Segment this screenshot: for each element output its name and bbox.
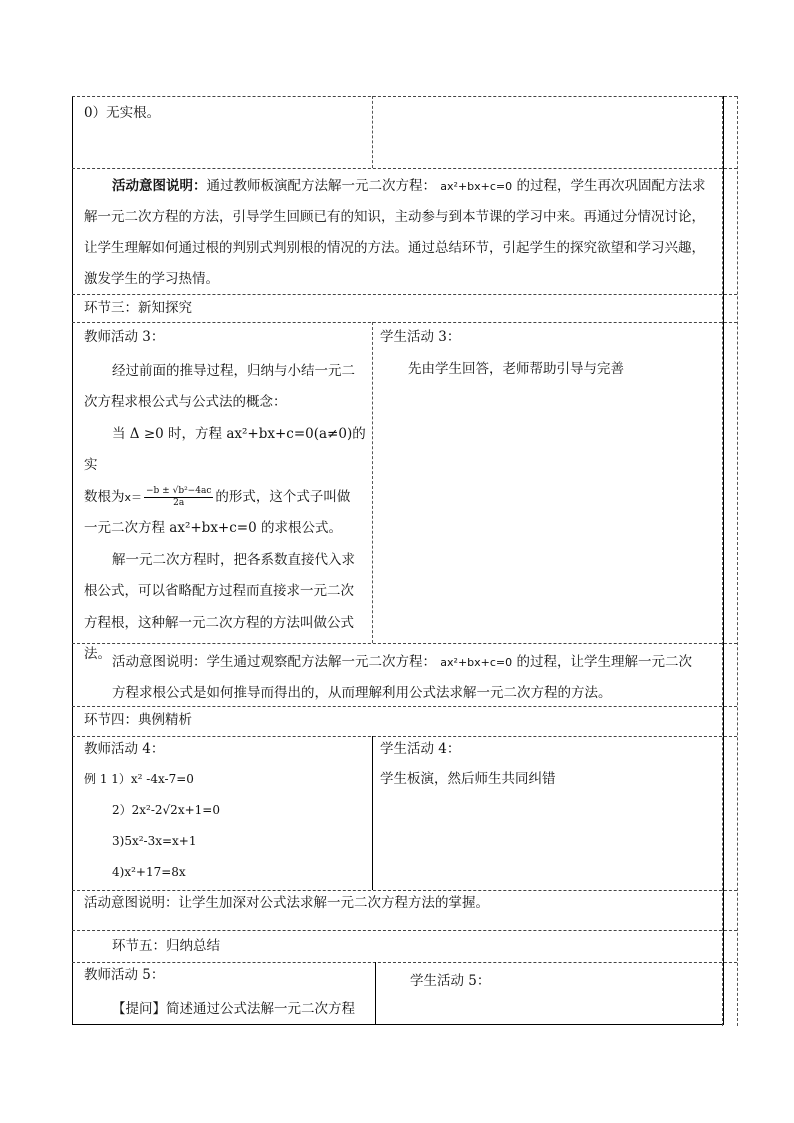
section5-title-text: 环节五：归纳总结 (112, 938, 220, 954)
column-divider (372, 96, 373, 168)
formula-line (84, 482, 366, 514)
teacher-activity-5-text: 【提问】简述通过公式法解一元二次方程 (112, 1001, 355, 1017)
teacher-activity-3-p2a: 当 Δ ≥0 时，方程 ax²+bx+c=0(a≠0)的实 (84, 425, 366, 473)
intent4-text: 活动意图说明：让学生加深对公式法求解一元二次方程方法的掌握。 (84, 895, 489, 911)
teacher-activity-3-heading: 教师活动 3： (84, 329, 165, 345)
student-activity-3-cell (380, 322, 710, 384)
intent3-equation: ax²+bx+c=0 (440, 656, 513, 669)
row-rule (72, 96, 737, 97)
student-activity-5-cell (382, 966, 712, 996)
student-activity-3-heading: 学生活动 3： (380, 329, 461, 345)
example-2: 2）2x²-2√2x+1=0 (112, 803, 220, 817)
root-formula (144, 486, 213, 509)
column-divider (375, 962, 376, 1024)
no-real-root-text: 0）无实根。 (84, 105, 161, 121)
teacher-activity-3-cell (84, 322, 366, 671)
formula-lead: 数根为 (84, 488, 125, 505)
teacher-activity-3-p3: 解一元二次方程时，把各系数直接代入求根公式，可以省略配方过程而直接求一元二次方程根，这种解一元二次方程的方法叫做公式法。 (84, 551, 355, 662)
student-activity-5-heading: 学生活动 5： (410, 973, 491, 989)
column-divider (372, 736, 373, 890)
column-divider (372, 322, 373, 643)
section5-title (84, 931, 220, 961)
teacher-activity-5-cell (84, 960, 370, 1024)
intent-paragraph-3 (84, 647, 712, 708)
intent-equation: ax²+bx+c=0 (440, 180, 513, 193)
formula-tail: 的形式，这个式子叫做 (215, 488, 351, 505)
intent3-text-a: 活动意图说明：学生通过观察配方法解一元二次方程： (112, 654, 436, 670)
formula-numerator: −b ± √b²−4ac (146, 485, 212, 496)
right-margin-line (737, 96, 738, 1026)
intent-paragraph-2 (84, 171, 712, 295)
formula-x: x＝ (124, 490, 143, 504)
example-3: 3)5x²-3x=x+1 (112, 834, 197, 848)
student-activity-4-heading: 学生活动 4： (380, 741, 461, 757)
teacher-activity-5-heading: 教师活动 5： (84, 967, 165, 983)
intent3-text-c: 方程求根公式是如何推导而得出的，从而理解利用公式法求解一元二次方程的方法。 (112, 685, 612, 701)
student-activity-4-text: 学生板演，然后师生共同纠错 (380, 771, 556, 787)
section3-title-text: 环节三：新知探究 (84, 300, 192, 316)
intent-lead: 活动意图说明： (112, 178, 207, 194)
intent-text-a: 通过教师板演配方法解一元二次方程： (206, 178, 436, 194)
section4-title-text: 环节四：典例精析 (84, 712, 192, 728)
teacher-activity-3-p2c: 一元二次方程 ax²+bx+c=0 的求根公式。 (84, 520, 342, 536)
example-4: 4)x²+17=8x (112, 865, 186, 879)
intent3-text-b: 的过程，让学生理解一元二次 (516, 654, 692, 670)
formula-denominator: 2a (173, 497, 185, 508)
row1-left-cell (84, 98, 364, 128)
table-right-dash (722, 96, 723, 1026)
teacher-activity-3-p1: 经过前面的推导过程，归纳与小结一元二次方程求根公式与公式法的概念： (84, 362, 355, 410)
section4-title (84, 705, 192, 735)
student-activity-3-text: 先由学生回答，老师帮助引导与完善 (408, 361, 624, 377)
intent-text-b: 的过程，学生再次巩固配方法求解一元二次方程的方法，引导学生回顾已有的知识，主动参与到本节课的学习中来。再通过分情况讨论，让学生理解如何通过根的判别式判别根的情况的方法。通过总结环节，引起学生的探究欲望和学习兴趣，激发学生的学习热情。 (84, 178, 706, 287)
teacher-activity-4-cell (84, 734, 366, 888)
example-1: 例 1 1）x² -4x-7=0 (84, 772, 194, 786)
section3-title (84, 293, 192, 323)
student-activity-4-cell (380, 734, 710, 794)
intent-paragraph-4 (84, 888, 712, 918)
teacher-activity-4-heading: 教师活动 4： (84, 741, 165, 757)
row-rule (72, 168, 737, 169)
